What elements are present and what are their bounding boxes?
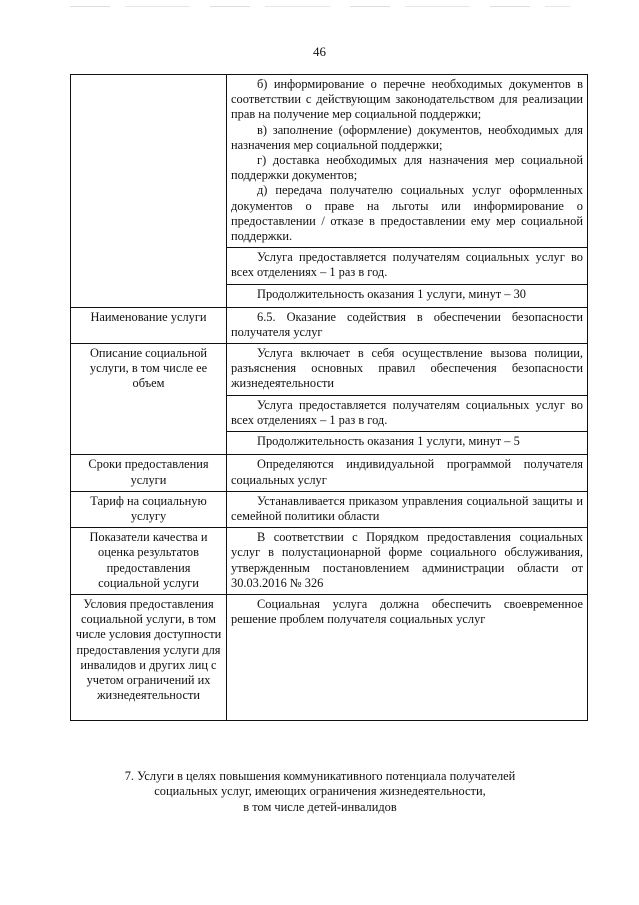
- description-text-cell: Услуга включает в себя осуществление вызова полиции, разъяснения основных правил обеспечения безопасности жизнедеятельности: [227, 344, 588, 396]
- list-item: г) доставка необходимых для назначения мер социальной поддержки документов;: [231, 153, 583, 183]
- table-row: [71, 491, 588, 527]
- table-row: [71, 75, 588, 248]
- scan-artifact-line: [70, 6, 570, 7]
- description-duration-cell: Продолжительность оказания 1 услуги, минут – 5: [227, 432, 588, 455]
- table-row: [71, 595, 588, 721]
- list-item: б) информирование о перечне необходимых документов в соответствии с действующим законодательством для реализации прав на получение мер социальной поддержки;: [231, 77, 583, 122]
- quality-value: В соответствии с Порядком предоставления социальных услуг в полустационарной форме социального обслуживания, утвержденным постановлением администрации области от 30.03.2016 № 326: [227, 528, 588, 595]
- section-heading-line: в том числе детей-инвалидов: [243, 799, 397, 814]
- service-name-label: Наименование услуги: [71, 307, 227, 343]
- table-row: [71, 528, 588, 595]
- continued-items-cell: [227, 75, 588, 248]
- terms-label: Сроки предоставления услуги: [71, 455, 227, 491]
- table-row: [71, 455, 588, 491]
- description-provision-cell: Услуга предоставляется получателям социальных услуг во всех отделениях – 1 раз в год.: [227, 396, 588, 432]
- quality-label: Показатели качества и оценка результатов предоставления социальной услуги: [71, 528, 227, 595]
- section-heading: [120, 769, 520, 815]
- list-item: д) передача получателю социальных услуг оформленных документов о праве на льготы или информирование о предоставлении / отказе в предоставлении ему мер социальной поддержки.: [231, 183, 583, 244]
- service-name-value: 6.5. Оказание содействия в обеспечении безопасности получателя услуг: [227, 307, 588, 343]
- table-row: [71, 344, 588, 396]
- table-row: [71, 307, 588, 343]
- page-number: 46: [313, 44, 326, 59]
- section-heading-line: 7. Услуги в целях повышения коммуникативного потенциала получателей: [124, 769, 516, 783]
- tariff-label: Тариф на социальную услугу: [71, 491, 227, 527]
- empty-label-cell: [71, 75, 227, 308]
- list-item: в) заполнение (оформление) документов, необходимых для назначения мер социальной поддержки;: [231, 122, 583, 152]
- conditions-value: Социальная услуга должна обеспечить своевременное решение проблем получателя социальных услуг: [227, 595, 588, 721]
- section-heading-line: социальных услуг, имеющих ограничения жизнедеятельности,: [154, 784, 486, 799]
- description-label: Описание социальной услуги, в том числе ее объем: [71, 344, 227, 455]
- service-table: [70, 74, 588, 721]
- terms-value: Определяются индивидуальной программой получателя социальных услуг: [227, 455, 588, 491]
- continued-duration-cell: Продолжительность оказания 1 услуги, минут – 30: [227, 284, 588, 307]
- continued-provision-cell: Услуга предоставляется получателям социальных услуг во всех отделениях – 1 раз в год.: [227, 248, 588, 284]
- tariff-value: Устанавливается приказом управления социальной защиты и семейной политики области: [227, 491, 588, 527]
- conditions-label: Условия предоставления социальной услуги, в том числе условия доступности предоставления услуги для инвалидов и других лиц с учетом ограничений их жизнедеятельности: [71, 595, 227, 721]
